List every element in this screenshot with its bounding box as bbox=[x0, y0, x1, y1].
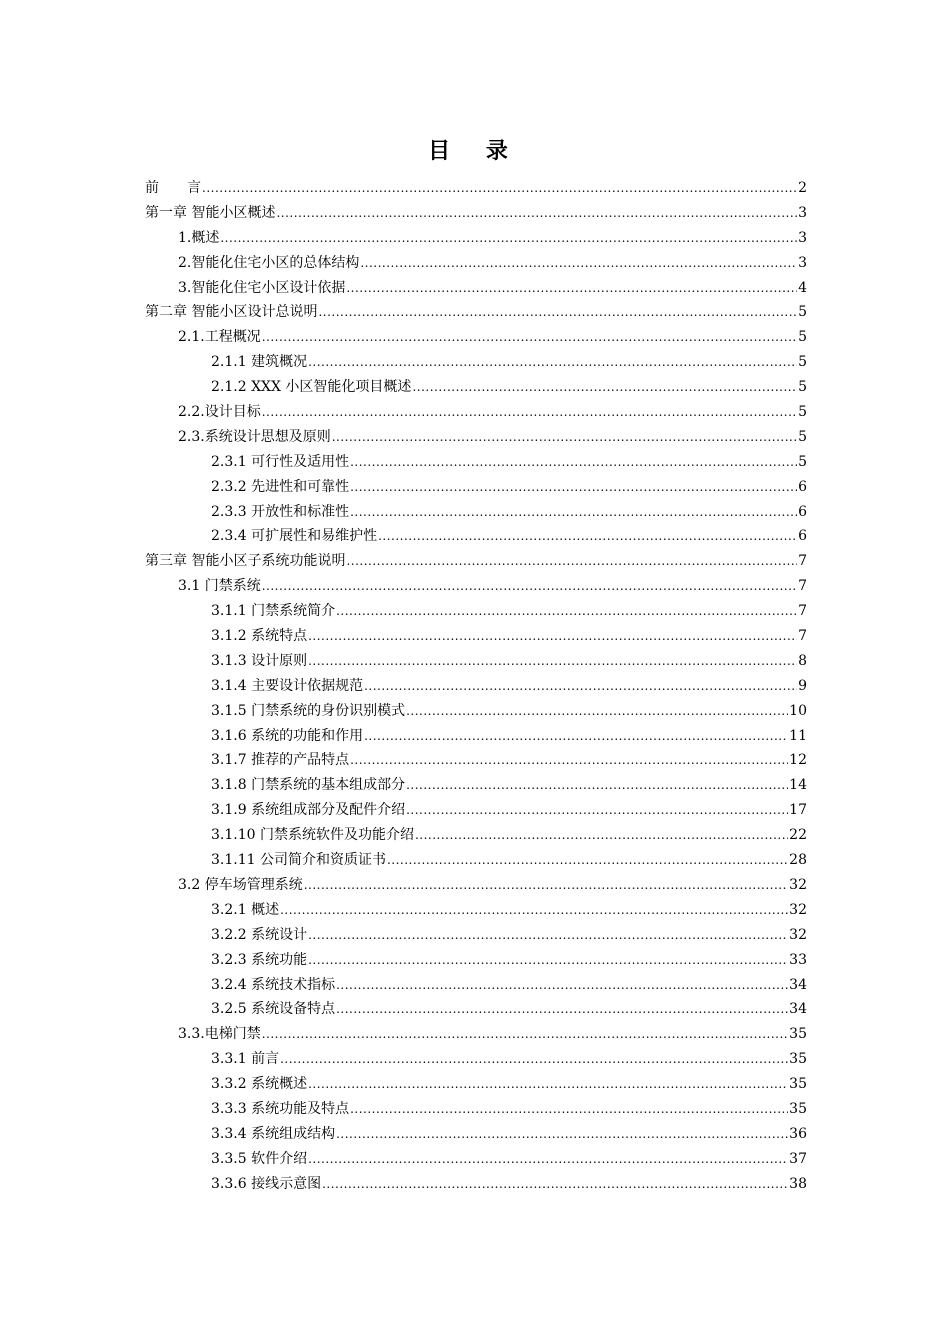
toc-entry[interactable] bbox=[145, 1047, 807, 1072]
toc-page-number: 12 bbox=[789, 752, 807, 769]
toc-entry-title: 3.1.9 系统组成部分及配件介绍 bbox=[211, 802, 406, 819]
toc-entry-title: 3.1.7 推荐的产品特点 bbox=[211, 752, 350, 769]
toc-entry-title: 2.3.1 可行性及适用性 bbox=[211, 453, 350, 470]
toc-page-number: 17 bbox=[789, 802, 807, 819]
toc-page-number: 14 bbox=[789, 777, 807, 794]
toc-entry-title: 前 言 bbox=[145, 180, 201, 196]
toc-entry-title: 3.2.5 系统设备特点 bbox=[211, 1001, 336, 1018]
toc-entry[interactable] bbox=[145, 624, 807, 649]
toc-page-number: 2 bbox=[798, 180, 807, 196]
toc-leader-dots bbox=[346, 549, 797, 574]
toc-leader-dots bbox=[280, 1047, 788, 1072]
toc-leader-dots bbox=[350, 450, 797, 475]
toc-entry[interactable] bbox=[145, 176, 807, 201]
toc-page-number: 34 bbox=[789, 1001, 807, 1018]
toc-entry-title: 第三章 智能小区子系统功能说明 bbox=[145, 553, 346, 570]
toc-page-number: 34 bbox=[789, 976, 807, 993]
toc-leader-dots bbox=[262, 400, 797, 425]
toc-entry-title: 3.1.1 门禁系统简介 bbox=[211, 603, 336, 620]
toc-entry-title: 2.智能化住宅小区的总体结构 bbox=[178, 254, 360, 271]
toc-entry-title: 3.1.5 门禁系统的身份识别模式 bbox=[211, 702, 406, 719]
toc-page-number: 5 bbox=[798, 329, 807, 346]
toc-leader-dots bbox=[336, 1122, 788, 1147]
toc-entry[interactable] bbox=[145, 276, 807, 301]
toc-entry[interactable] bbox=[145, 1072, 807, 1097]
toc-entry-title: 2.1.2 XXX 小区智能化项目概述 bbox=[211, 379, 412, 396]
toc-page-number: 35 bbox=[789, 1100, 807, 1117]
toc-page-number: 3 bbox=[798, 254, 807, 271]
toc-entry[interactable] bbox=[145, 201, 807, 226]
toc-entry-title: 2.1.1 建筑概况 bbox=[211, 354, 308, 371]
toc-entry[interactable] bbox=[145, 773, 807, 798]
toc-page-number: 35 bbox=[789, 1076, 807, 1093]
toc-entry[interactable] bbox=[145, 674, 807, 699]
toc-page-number: 36 bbox=[789, 1125, 807, 1142]
toc-page-number: 5 bbox=[798, 453, 807, 470]
toc-leader-dots bbox=[308, 1147, 788, 1172]
toc-entry-title: 3.3.2 系统概述 bbox=[211, 1076, 308, 1093]
toc-entry[interactable] bbox=[145, 500, 807, 525]
toc-entry-title: 3.2.1 概述 bbox=[211, 901, 280, 918]
toc-page-number: 32 bbox=[789, 876, 807, 893]
toc-leader-dots bbox=[304, 873, 788, 898]
toc-entry[interactable] bbox=[145, 1172, 807, 1197]
toc-page-number: 3 bbox=[798, 204, 807, 221]
toc-leader-dots bbox=[308, 649, 797, 674]
toc-leader-dots bbox=[308, 948, 788, 973]
toc-leader-dots bbox=[412, 375, 797, 400]
toc-entry[interactable] bbox=[145, 898, 807, 923]
toc-leader-dots bbox=[364, 674, 797, 699]
toc-page-number: 8 bbox=[798, 652, 807, 669]
toc-leader-dots bbox=[220, 226, 797, 251]
toc-entry[interactable] bbox=[145, 1147, 807, 1172]
toc-entry[interactable] bbox=[145, 425, 807, 450]
toc-entry-title: 3.1.11 公司简介和资质证书 bbox=[211, 852, 386, 869]
toc-entry-title: 3.3.5 软件介绍 bbox=[211, 1150, 308, 1167]
toc-page-number: 5 bbox=[798, 379, 807, 396]
toc-page-number: 4 bbox=[798, 279, 807, 296]
toc-leader-dots bbox=[308, 624, 797, 649]
toc-entry-title: 3.智能化住宅小区设计依据 bbox=[178, 279, 346, 296]
toc-entry[interactable] bbox=[145, 375, 807, 400]
toc-leader-dots bbox=[406, 773, 788, 798]
toc-leader-dots bbox=[262, 574, 797, 599]
toc-leader-dots bbox=[346, 276, 797, 301]
toc-entry-title: 3.3.4 系统组成结构 bbox=[211, 1125, 336, 1142]
toc-entry-title: 3.2 停车场管理系统 bbox=[178, 876, 303, 893]
toc-entry-title: 第二章 智能小区设计总说明 bbox=[145, 304, 318, 321]
toc-entry-title: 3.3.3 系统功能及特点 bbox=[211, 1100, 350, 1117]
toc-entry[interactable] bbox=[145, 724, 807, 749]
toc-leader-dots bbox=[406, 699, 788, 724]
toc-page-number: 28 bbox=[789, 852, 807, 869]
toc-entry-title: 2.1.工程概况 bbox=[178, 329, 261, 346]
toc-entry[interactable] bbox=[145, 848, 807, 873]
toc-entry[interactable] bbox=[145, 1097, 807, 1122]
toc-page-number: 3 bbox=[798, 229, 807, 246]
toc-entry-title: 3.3.电梯门禁 bbox=[178, 1026, 261, 1043]
toc-entry-title: 3.1.3 设计原则 bbox=[211, 652, 308, 669]
toc-page-number: 9 bbox=[798, 677, 807, 694]
toc-entry-title: 3.2.2 系统设计 bbox=[211, 926, 308, 943]
toc-entry[interactable] bbox=[145, 450, 807, 475]
toc-entry-title: 2.3.系统设计思想及原则 bbox=[178, 428, 331, 445]
toc-leader-dots bbox=[318, 300, 797, 325]
toc-page-number: 7 bbox=[798, 553, 807, 570]
toc-entry[interactable] bbox=[145, 251, 807, 276]
toc-entry[interactable] bbox=[145, 1122, 807, 1147]
toc-entry-title: 3.1.6 系统的功能和作用 bbox=[211, 727, 364, 744]
toc-leader-dots bbox=[406, 798, 788, 823]
toc-page-number: 32 bbox=[789, 901, 807, 918]
toc-entry[interactable] bbox=[145, 524, 807, 549]
toc-entry[interactable] bbox=[145, 325, 807, 350]
toc-entry[interactable] bbox=[145, 948, 807, 973]
toc-page-number: 5 bbox=[798, 304, 807, 321]
toc-page-number: 37 bbox=[789, 1150, 807, 1167]
toc-page-number: 6 bbox=[798, 503, 807, 520]
toc-page-number: 5 bbox=[798, 354, 807, 371]
toc-entry[interactable] bbox=[145, 226, 807, 251]
toc-entry[interactable] bbox=[145, 549, 807, 574]
toc-entry-title: 3.2.3 系统功能 bbox=[211, 951, 308, 968]
toc-entry[interactable] bbox=[145, 973, 807, 998]
toc-entry[interactable] bbox=[145, 300, 807, 325]
toc-leader-dots bbox=[322, 1172, 788, 1197]
toc-entry-title: 3.3.6 接线示意图 bbox=[211, 1175, 322, 1192]
toc-entry-title: 3.1 门禁系统 bbox=[178, 578, 261, 595]
toc-leader-dots bbox=[336, 997, 788, 1022]
toc-entry[interactable] bbox=[145, 1022, 807, 1047]
toc-leader-dots bbox=[378, 524, 797, 549]
toc-entry[interactable] bbox=[145, 400, 807, 425]
toc-page-number: 35 bbox=[789, 1026, 807, 1043]
toc-leader-dots bbox=[336, 599, 797, 624]
toc-entry-title: 3.3.1 前言 bbox=[211, 1051, 280, 1068]
toc-entry[interactable] bbox=[145, 350, 807, 375]
toc-entry-title: 2.3.2 先进性和可靠性 bbox=[211, 478, 350, 495]
toc-leader-dots bbox=[332, 425, 797, 450]
toc-page-number: 38 bbox=[789, 1175, 807, 1192]
toc-leader-dots bbox=[262, 1022, 788, 1047]
toc-page-number: 7 bbox=[798, 578, 807, 595]
toc-page-number: 11 bbox=[789, 727, 807, 744]
toc-page-number: 35 bbox=[789, 1051, 807, 1068]
toc-entry[interactable] bbox=[145, 475, 807, 500]
toc-entry[interactable] bbox=[145, 599, 807, 624]
toc-leader-dots bbox=[415, 823, 788, 848]
toc-entry-title: 2.3.3 开放性和标准性 bbox=[211, 503, 350, 520]
toc-page-number: 5 bbox=[798, 428, 807, 445]
toc-entry-title: 3.1.10 门禁系统软件及功能介绍 bbox=[211, 827, 414, 844]
toc-entry[interactable] bbox=[145, 798, 807, 823]
toc-entry-title: 2.3.4 可扩展性和易维护性 bbox=[211, 528, 378, 545]
toc-leader-dots bbox=[308, 1072, 788, 1097]
toc-leader-dots bbox=[387, 848, 788, 873]
toc-page-number: 33 bbox=[789, 951, 807, 968]
toc-page-number: 5 bbox=[798, 404, 807, 421]
toc-entry[interactable] bbox=[145, 873, 807, 898]
toc-entry[interactable] bbox=[145, 923, 807, 948]
toc-leader-dots bbox=[276, 201, 797, 226]
toc-leader-dots bbox=[308, 923, 788, 948]
toc-leader-dots bbox=[280, 898, 788, 923]
toc-page-number: 7 bbox=[798, 628, 807, 645]
toc-leader-dots bbox=[350, 500, 797, 525]
toc-entry[interactable] bbox=[145, 649, 807, 674]
toc-page-number: 32 bbox=[789, 926, 807, 943]
toc-entry-title: 2.2.设计目标 bbox=[178, 404, 261, 421]
toc-leader-dots bbox=[350, 1097, 788, 1122]
toc-entry-title: 3.1.4 主要设计依据规范 bbox=[211, 677, 364, 694]
toc-leader-dots bbox=[336, 973, 788, 998]
toc-page-number: 10 bbox=[789, 702, 807, 719]
toc-leader-dots bbox=[350, 748, 788, 773]
toc-leader-dots bbox=[360, 251, 797, 276]
toc-entry-title: 3.1.8 门禁系统的基本组成部分 bbox=[211, 777, 406, 794]
toc-title: 目 录 bbox=[428, 139, 522, 164]
toc-entry[interactable] bbox=[145, 997, 807, 1022]
toc-list bbox=[145, 176, 807, 1197]
toc-page-number: 22 bbox=[789, 827, 807, 844]
toc-leader-dots bbox=[262, 325, 797, 350]
toc-leader-dots bbox=[350, 475, 797, 500]
toc-page-number: 6 bbox=[798, 528, 807, 545]
toc-entry[interactable] bbox=[145, 699, 807, 724]
toc-page-number: 7 bbox=[798, 603, 807, 620]
toc-entry[interactable] bbox=[145, 748, 807, 773]
toc-entry[interactable] bbox=[145, 823, 807, 848]
toc-entry-title: 3.1.2 系统特点 bbox=[211, 628, 308, 645]
toc-entry-title: 3.2.4 系统技术指标 bbox=[211, 976, 336, 993]
toc-entry-title: 1.概述 bbox=[178, 229, 220, 246]
toc-entry-title: 第一章 智能小区概述 bbox=[145, 204, 276, 221]
toc-leader-dots bbox=[308, 350, 797, 375]
toc-leader-dots bbox=[202, 176, 797, 201]
toc-leader-dots bbox=[364, 724, 788, 749]
toc-page-number: 6 bbox=[798, 478, 807, 495]
toc-entry[interactable] bbox=[145, 574, 807, 599]
